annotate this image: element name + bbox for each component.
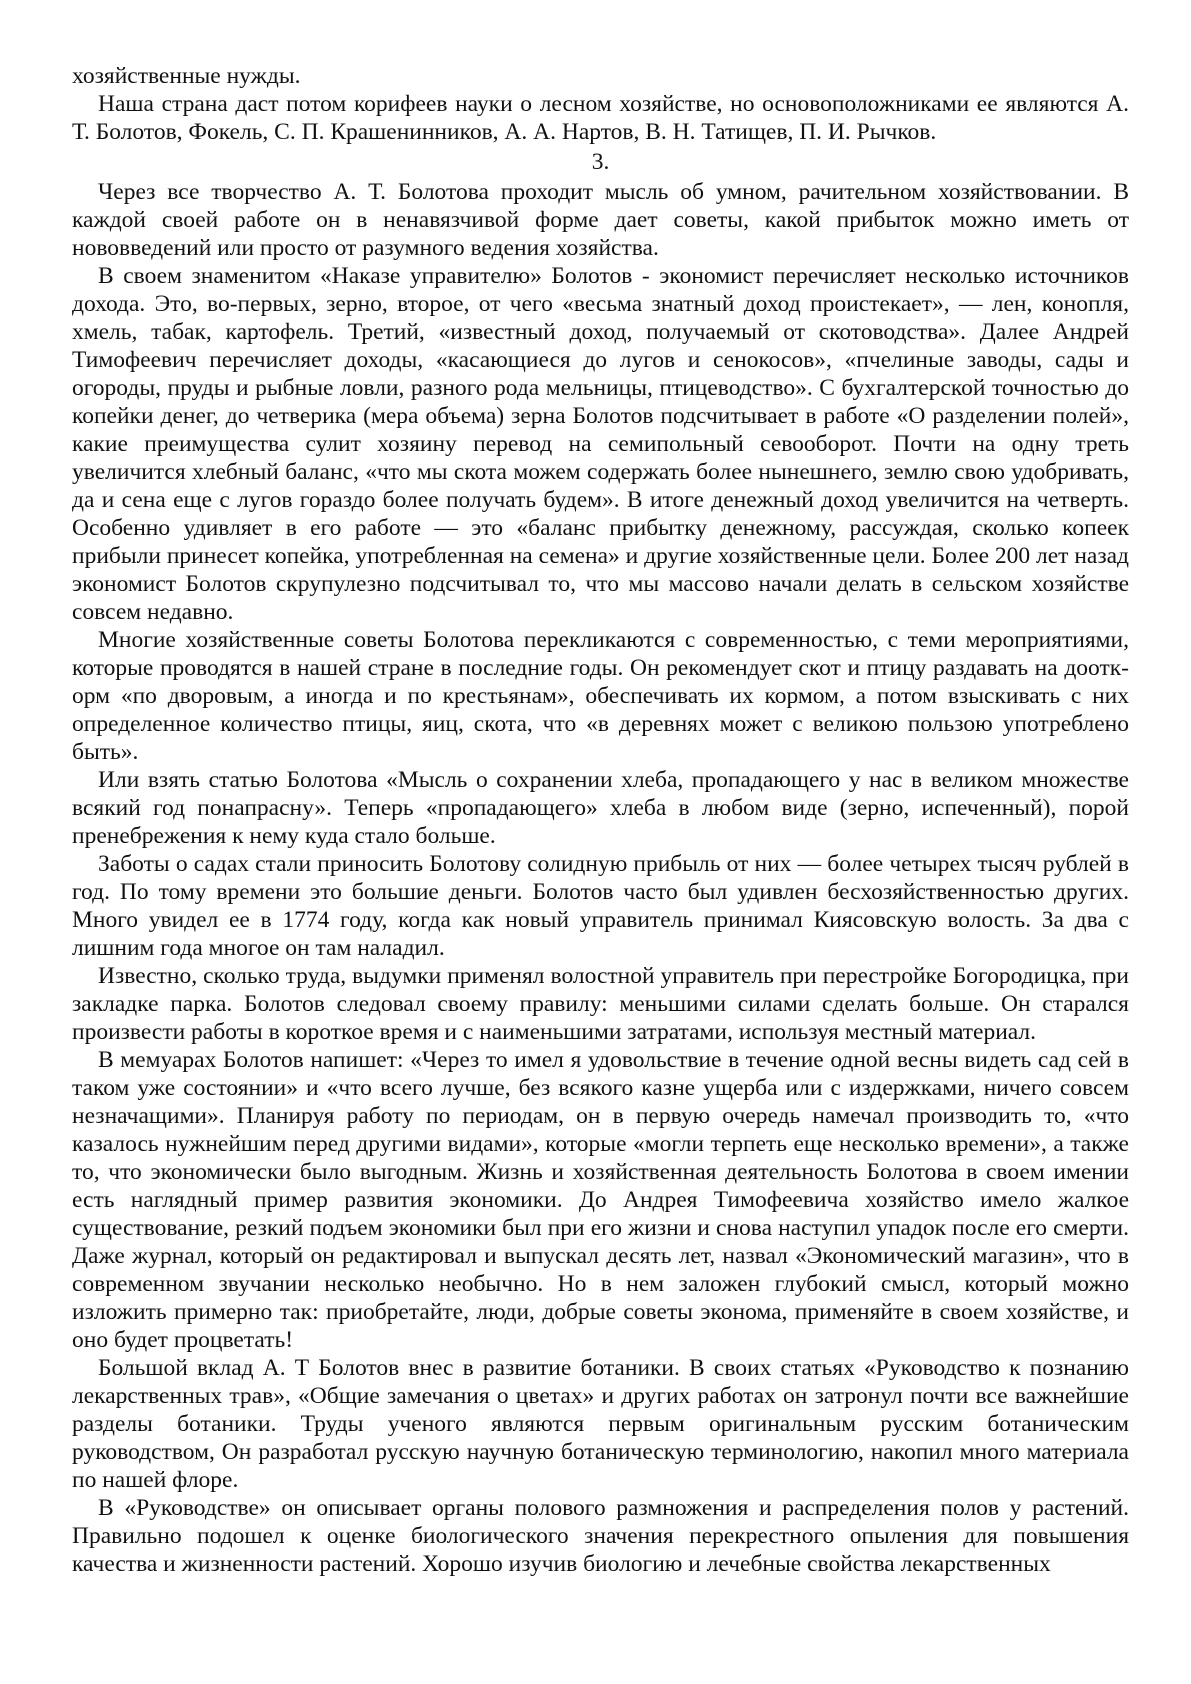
paragraph-gardens-profit: Заботы о садах стали приносить Болотову солидную прибыль от них — более четырех тысяч рублей в год. По тому времени это большие деньги. Болотов часто был удивлен бесхозяйственностью других. Много увидел ее в 1774 году, когда как новый управитель принимал Киясовскую волость. За два с лишним года многое он там наладил. xyxy=(72,851,1129,961)
paragraph-plant-reproduction: В «Руководстве» он описывает органы полового размножения и распределения полов у растений. Правильно подошел к оценке биологического значения перекрестного опыления для повышения качества и жизненности растений. Хорошо изучив биологию и лечебные свойства лекарственных xyxy=(72,1495,1129,1577)
paragraph-memoirs: В мемуарах Болотов напишет: «Через то имел я удовольствие в течение одной весны видеть сад сей в таком уже состоянии» и «что всего лучше, без всякого казне ущерба или с издержками, ничего совсем незначащими». Планируя работу по периодам, он в первую очередь намечал производить то, «что казалось нужнейшим перед другими видами», которые «могли терпеть еще несколько времени», а также то, что экономически было выгодным. Жизнь и хозяйственная деятельность Болотова в своем имении есть наглядный пример развития экономики. До Андрея Тимофеевича хозяйство имело жалкое существование, резкий подъем экономики был при его жизни и снова наступил упадок после его смерти. Даже журнал, который он редактировал и выпускал десять лет, назвал «Экономический магазин», что в современном звучании несколько необычно. Но в нем заложен глубокий смысл, который можно изложить примерно так: приобретайте, люди, добрые советы эконома, применяйте в своем хозяйстве, и оно будет процветать! xyxy=(72,1047,1129,1353)
document-page xyxy=(72,62,1129,1578)
paragraph-bogoroditsk-rebuilding: Известно, сколько труда, выдумки применял волостной управитель при перестройке Богородицка, при закладке парка. Болотов следовал своему правилу: меньшими силами сделать больше. Он старался произвести работы в короткое время и с наименьшими затратами, используя местный материал. xyxy=(72,963,1129,1045)
paragraph-forestry-founders: Наша страна даст потом корифеев науки о лесном хозяйстве, но основоположниками ее являются А. Т. Болотов, Фокель, С. П. Крашенинников, А. А. Нартов, В. Н. Татищев, П. И. Рычков. xyxy=(72,91,1129,145)
paragraph-continuation: хозяйственные нужды. xyxy=(72,63,301,89)
paragraph-botany-contribution: Большой вклад А. Т Болотов внес в развитие ботаники. В своих статьях «Руководство к познанию лекарственных трав», «Общие замечания о цветах» и других работах он затронул почти все важнейшие разделы ботаники. Труды ученого являются первым оригинальным русским ботаническим руководством, Он разработал русскую научную ботаническую терминологию, накопил много материала по нашей флоре. xyxy=(72,1355,1129,1493)
paragraph-instruction-to-manager: В своем знаменитом «Наказе управителю» Болотов - экономист перечисляет несколько источников дохода. Это, во-первых, зерно, второе, от чего «весьма знатный доход проистекает», — лен, конопля, хмель, табак, картофель. Третий, «известный доход, получаемый от скотоводства». Далее Андрей Тимофеевич перечисляет доходы, «касающиеся до лугов и сенокосов», «пчелиные заводы, сады и огороды, пруды и рыбные ловли, разного рода мельницы, птицеводство». С бухгалтерской точностью до копейки денег, до четверика (мера объема) зерна Болотов подсчитывает в работе «О разделении полей», какие преимущества сулит хозяину перевод на семипольный севооборот. Почти на одну треть увеличится хлебный баланс, «что мы скота можем содержать более нынешнего, землю свою удобривать, да и сена еще с лугов гораздо более получать будем». В итоге денежный доход увеличится на четверть. Особенно удивляет в его работе — это «баланс прибытку денежному, рассуждая, сколько копеек прибыли принесет копейка, употребленная на семена» и другие хозяйственные цели. Более 200 лет назад экономист Болотов скрупулезно подсчитывал то, что мы массово начали делать в сельском хозяйстве совсем недавно. xyxy=(72,263,1129,625)
paragraph-bread-preservation: Или взять статью Болотова «Мысль о сохранении хлеба, пропадающего у нас в великом множестве всякий год понапрасну». Теперь «пропадающего» хлеба в любом виде (зерно, испеченный), порой пренебрежения к нему куда стало больше. xyxy=(72,767,1129,849)
paragraph-economy-intro: Через все творчество А. Т. Болотова проходит мысль об умном, рачительном хозяйствовании. В каждой своей работе он в ненавязчивой форме дает советы, какой прибыток можно иметь от нововведений или просто от разумного ведения хозяйства. xyxy=(72,179,1129,261)
section-number: 3. xyxy=(591,149,610,175)
paragraph-modern-advice: Многие хозяйственные советы Болотова перекликаются с современностью, с теми мероприятиями, которые проводятся в нашей стране в последние годы. Он рекомендует скот и птицу раздавать на дооткорм «по дворовым, а иногда и по крестьянам», обеспечивать их кормом, а потом взыскивать с них определенное количество птицы, яиц, скота, что «в деревнях может с великою пользою употреблено быть». xyxy=(72,627,1129,765)
